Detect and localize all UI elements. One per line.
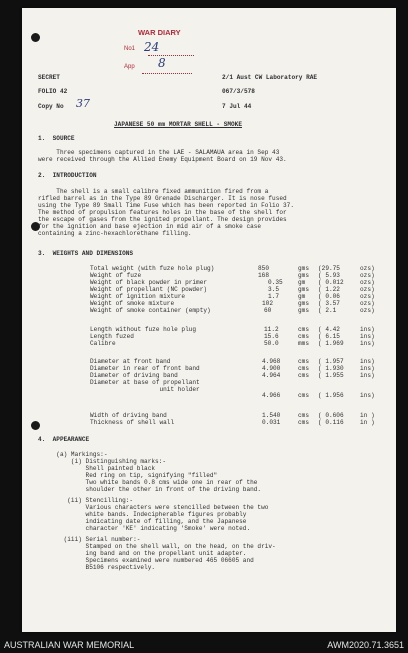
weight-value: 0.35	[268, 279, 283, 286]
stamp-line2-value: 8	[158, 56, 166, 70]
length-alt-unit: ins)	[360, 333, 375, 340]
diameter-label: unit holder	[90, 386, 200, 393]
weight-label: Weight of smoke container (empty)	[90, 307, 211, 314]
appearance-line: Two white bands 0.8 cms wide one in rear of the	[38, 479, 258, 486]
length-value: 50.0	[264, 340, 279, 347]
section-heading-appearance: 4. APPEARANCE	[38, 436, 90, 443]
weight-value: 3.5	[268, 286, 279, 293]
weight-alt: ( 3.57	[318, 300, 340, 307]
reference-number: 067/3/578	[222, 88, 255, 95]
section-heading-source: 1. SOURCE	[38, 135, 75, 142]
source-text-line: were received through the Allied Enemy Equipment Board on 19 Nov 43.	[38, 156, 287, 163]
diameter-alt-unit: ins)	[360, 392, 375, 399]
weight-alt-unit: ozs)	[360, 272, 375, 279]
folio-number: FOLIO 42	[38, 88, 68, 95]
appearance-line: (a) Markings:-	[38, 451, 108, 458]
introduction-text-line: containing a zinc-hexachlorethane filling.	[38, 230, 192, 237]
introduction-text-line: The method of propulsion features holes in the base of the shell for	[38, 209, 287, 216]
length-alt: ( 1.969	[318, 340, 344, 347]
length-label: Length fuzed	[90, 333, 134, 340]
width-alt-unit: in )	[360, 419, 375, 426]
archive-accession-number: AWM2020.71.3651	[327, 640, 404, 650]
appearance-line: B5106 respectively.	[38, 564, 156, 571]
length-unit: cms	[298, 333, 309, 340]
weight-label: Weight of smoke mixture	[90, 300, 175, 307]
stamp-line1-value: 24	[144, 40, 160, 54]
length-label: Calibre	[90, 340, 116, 347]
diameter-unit: cms	[298, 358, 309, 365]
weight-label: Weight of black powder in primer	[90, 279, 208, 286]
appearance-line: character 'KE' indicating 'Smoke' were noted.	[38, 525, 251, 532]
diameter-label: Diameter in rear of front band	[90, 365, 200, 372]
appearance-line: Stamped on the shell wall, on the head, on the driv-	[38, 543, 276, 550]
weight-unit: gms	[298, 265, 309, 272]
appearance-line: Red ring on tip, signifying "filled"	[38, 472, 218, 479]
appearance-line: shoulder the other in front of the driving band.	[38, 486, 262, 493]
weight-alt-unit: ozs)	[360, 279, 375, 286]
diameter-alt: ( 1.957	[318, 358, 344, 365]
width-alt: ( 0.606	[318, 412, 344, 419]
diameter-label: Diameter at front band	[90, 358, 171, 365]
width-value: 1.540	[262, 412, 281, 419]
width-alt: ( 0.116	[318, 419, 344, 426]
weight-alt-unit: ozs)	[360, 293, 375, 300]
length-alt-unit: ins)	[360, 340, 375, 347]
length-alt-unit: ins)	[360, 326, 375, 333]
weight-label: Total weight (with fuze hole plug)	[90, 265, 215, 272]
stamp-title: WAR DIARY	[138, 28, 181, 37]
diameter-value: 4.968	[262, 358, 281, 365]
width-alt-unit: in )	[360, 412, 375, 419]
weight-unit: gms	[298, 300, 309, 307]
diameter-alt-unit: ins)	[360, 365, 375, 372]
weight-alt: ( 0.06	[318, 293, 340, 300]
document-page	[22, 8, 396, 632]
diameter-label: Diameter of driving band	[90, 372, 178, 379]
introduction-text-line: using the Type 89 Small Time Fuse which has been reported in Folio 37.	[38, 202, 294, 209]
width-value: 0.031	[262, 419, 281, 426]
stamp-line2-label: App	[124, 64, 135, 70]
length-value: 11.2	[264, 326, 279, 333]
weight-unit: gm	[298, 293, 306, 300]
diameter-alt: ( 1.956	[318, 392, 344, 399]
weight-unit: gms	[298, 286, 309, 293]
weight-alt-unit: ozs)	[360, 286, 375, 293]
length-unit: cms	[298, 326, 309, 333]
punch-hole	[31, 33, 40, 42]
section-heading-introduction: 2. INTRODUCTION	[38, 172, 97, 179]
appearance-line: Specimens examined were numbered 465 06605 and	[38, 557, 254, 564]
archive-footer	[0, 636, 408, 653]
diameter-unit: cms	[298, 365, 309, 372]
weight-alt-unit: ozs)	[360, 265, 375, 272]
appearance-line: Shell painted black	[38, 465, 156, 472]
stamp-line1-label: No1	[124, 46, 136, 52]
length-label: Length without fuze hole plug	[90, 326, 197, 333]
punch-hole	[31, 421, 40, 430]
diameter-value: 4.900	[262, 365, 281, 372]
war-diary-stamp	[118, 18, 200, 76]
classification: SECRET	[38, 74, 60, 81]
introduction-text-line: The shell is a small calibre fixed ammunition fired from a	[38, 188, 269, 195]
document-date: 7 Jul 44	[222, 103, 252, 110]
width-unit: cms	[298, 412, 309, 419]
weight-label: Weight of fuze	[90, 272, 142, 279]
length-alt: ( 6.15	[318, 333, 340, 340]
appearance-line: (ii) Stencilling:-	[38, 497, 134, 504]
diameter-alt-unit: ins)	[360, 358, 375, 365]
weight-unit: gms	[298, 307, 309, 314]
appearance-line: Various characters were stencilled between the two	[38, 504, 269, 511]
appearance-line: (iii) Serial number:-	[38, 536, 141, 543]
introduction-text-line: the escape of gases from the ignited propellant. The design provides	[38, 216, 287, 223]
diameter-label: Diameter at base of propellant	[90, 379, 200, 386]
weight-alt: ( 1.22	[318, 286, 340, 293]
diameter-alt: ( 1.930	[318, 365, 344, 372]
diameter-alt-unit: ins)	[360, 372, 375, 379]
appearance-line: (i) Distinguishing marks:-	[38, 458, 166, 465]
diameter-value: 4.964	[262, 372, 281, 379]
width-label: Width of driving band	[90, 412, 167, 419]
document-title: JAPANESE 50 mm MORTAR SHELL - SMOKE	[114, 121, 242, 128]
weight-unit: gm	[298, 279, 306, 286]
source-text-line: Three specimens captured in the LAE - SALAMAUA area in Sep 43	[38, 149, 280, 156]
copy-number: 37	[76, 97, 90, 110]
appearance-line: ing band and on the propellant unit adapter.	[38, 550, 247, 557]
unit-title: 2/1 Aust CW Laboratory RAE	[222, 74, 318, 81]
weight-alt: ( 0.012	[318, 279, 344, 286]
archive-name: AUSTRALIAN WAR MEMORIAL	[4, 640, 135, 650]
width-label: Thickness of shell wall	[90, 419, 175, 426]
weight-alt-unit: ozs)	[360, 307, 375, 314]
length-alt: ( 4.42	[318, 326, 340, 333]
diameter-unit: cms	[298, 372, 309, 379]
diameter-alt: ( 1.955	[318, 372, 344, 379]
section-heading-weights: 3. WEIGHTS AND DIMENSIONS	[38, 250, 134, 257]
weight-value: 168	[258, 272, 269, 279]
weight-alt: ( 5.93	[318, 272, 340, 279]
weight-alt: (29.75	[318, 265, 340, 272]
appearance-line: indicating date of filling, and the Japanese	[38, 518, 247, 525]
copy-label: Copy No	[38, 103, 64, 110]
diameter-value: 4.966	[262, 392, 281, 399]
weight-value: 1.7	[268, 293, 279, 300]
weight-value: 60	[264, 307, 272, 314]
length-unit: mms	[298, 340, 309, 347]
weight-unit: gms	[298, 272, 309, 279]
weight-value: 102	[262, 300, 273, 307]
length-value: 15.6	[264, 333, 279, 340]
diameter-unit: cms	[298, 392, 309, 399]
weight-alt-unit: ozs)	[360, 300, 375, 307]
weight-alt: ( 2.1	[318, 307, 337, 314]
weight-value: 850	[258, 265, 269, 272]
introduction-text-line: for the ignition and base ejection in mid air of a smoke case	[38, 223, 262, 230]
introduction-text-line: rifled barrel as in the Type 89 Grenade Discharger. It is nose fused	[38, 195, 287, 202]
width-unit: cms	[298, 419, 309, 426]
weight-label: Weight of propellant (NC powder)	[90, 286, 208, 293]
appearance-line: white bands. Indecipherable figures probably	[38, 511, 247, 518]
weight-label: Weight of ignition mixture	[90, 293, 186, 300]
